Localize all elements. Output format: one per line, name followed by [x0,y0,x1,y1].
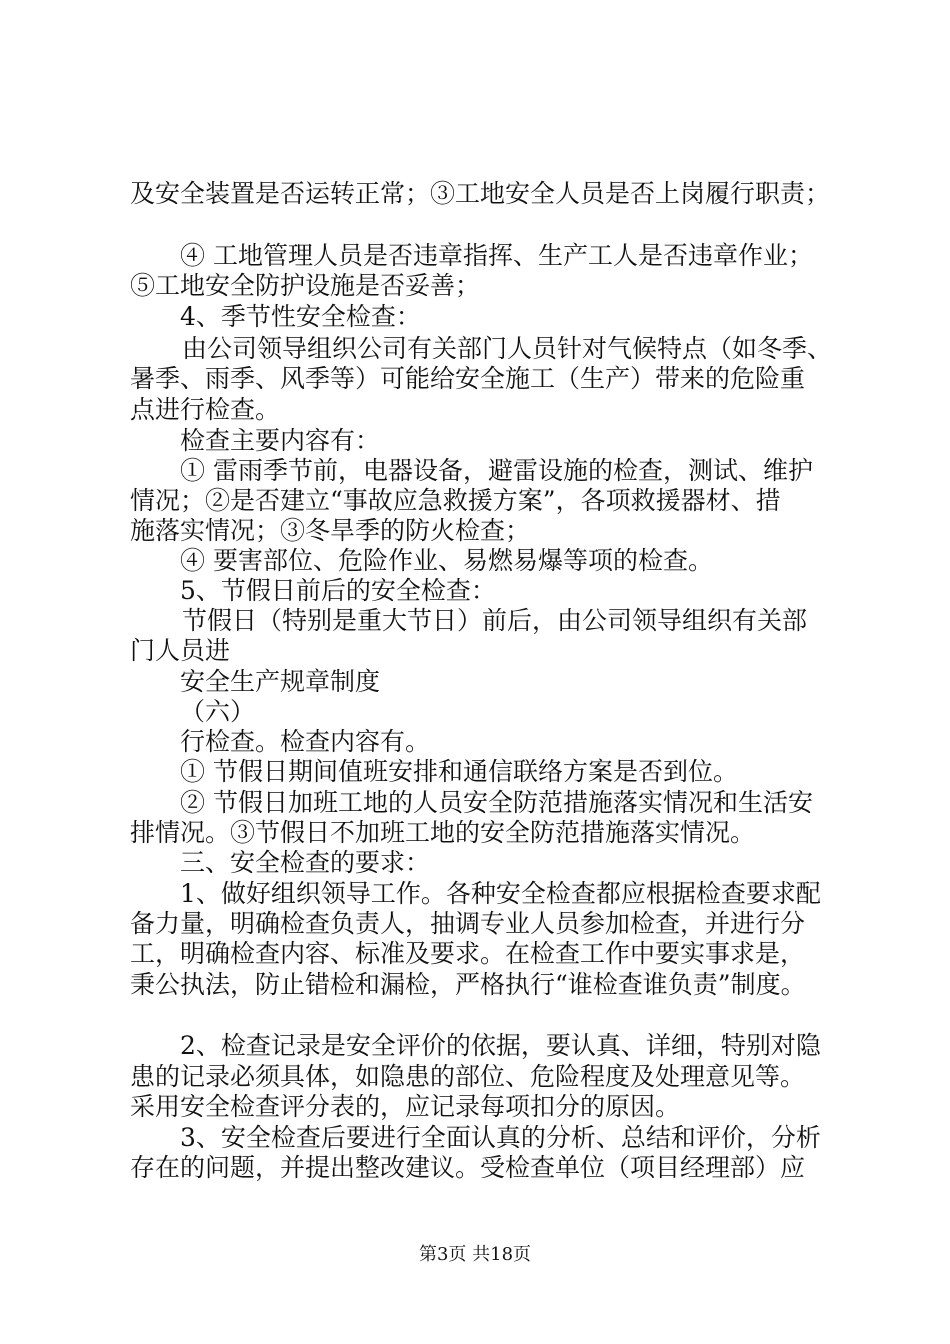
text-line: 情况；②是否建立“事故应急救援方案”，各项救援器材、措 [130,486,781,515]
text-line: 采用安全检查评分表的，应记录每项扣分的原因。 [130,1092,681,1121]
text-line: 2、检查记录是安全评价的依据，要认真、详细，特别对隐 [180,1031,821,1060]
text-line: 行检查。检查内容有。 [180,727,431,756]
text-line: 秉公执法，防止错检和漏检，严格执行“谁检查谁负责”制度。 [130,970,806,999]
text-line: 3、安全检查后要进行全面认真的分析、总结和评价，分析 [180,1123,821,1152]
section-heading: 4、季节性安全检查： [180,302,421,331]
text-line: 检查主要内容有： [180,426,381,455]
text-line: ② 节假日加班工地的人员安全防范措施落实情况和生活安 [180,788,813,817]
section-heading: 5、节假日前后的安全检查： [180,576,496,605]
text-line: 1、做好组织领导工作。各种安全检查都应根据检查要求配 [180,879,821,908]
text-line: ① 节假日期间值班安排和通信联络方案是否到位。 [180,757,738,786]
text-line: 暑季、雨季、风季等）可能给安全施工（生产）带来的危险重 [130,364,806,393]
text-line: 节假日（特别是重大节日）前后，由公司领导组织有关部 [182,606,808,635]
text-line: 及安全装置是否运转正常；③工地安全人员是否上岗履行职责； [130,179,831,208]
text-line: 备力量，明确检查负责人，抽调专业人员参加检查，并进行分 [130,909,806,938]
text-line: ④ 要害部位、危险作业、易燃易爆等项的检查。 [180,546,713,575]
page-number-footer: 第3页 共18页 [418,1244,532,1265]
running-header-number: （六） [180,697,256,726]
text-line: 施落实情况；③冬旱季的防火检查； [130,516,531,545]
section-heading: 三、安全检查的要求： [180,848,431,877]
text-line: 门人员进 [130,636,231,665]
text-line: ⑤工地安全防护设施是否妥善； [130,271,481,300]
text-line: 患的记录必须具体，如隐患的部位、危险程度及处理意见等。 [130,1062,806,1091]
text-line: ④ 工地管理人员是否违章指挥、生产工人是否违章作业； [180,241,813,270]
text-line: ① 雷雨季节前，电器设备，避雷设施的检查，测试、维护 [180,456,813,485]
running-header: 安全生产规章制度 [180,667,381,696]
text-line: 存在的问题，并提出整改建议。受检查单位（项目经理部）应 [130,1153,806,1182]
text-line: 工，明确检查内容、标准及要求。在检查工作中要实事求是， [130,939,806,968]
text-line: 排情况。③节假日不加班工地的安全防范措施落实情况。 [130,818,756,847]
text-line: 由公司领导组织公司有关部门人员针对气候特点（如冬季、 [182,334,833,363]
text-line: 点进行检查。 [130,395,281,424]
